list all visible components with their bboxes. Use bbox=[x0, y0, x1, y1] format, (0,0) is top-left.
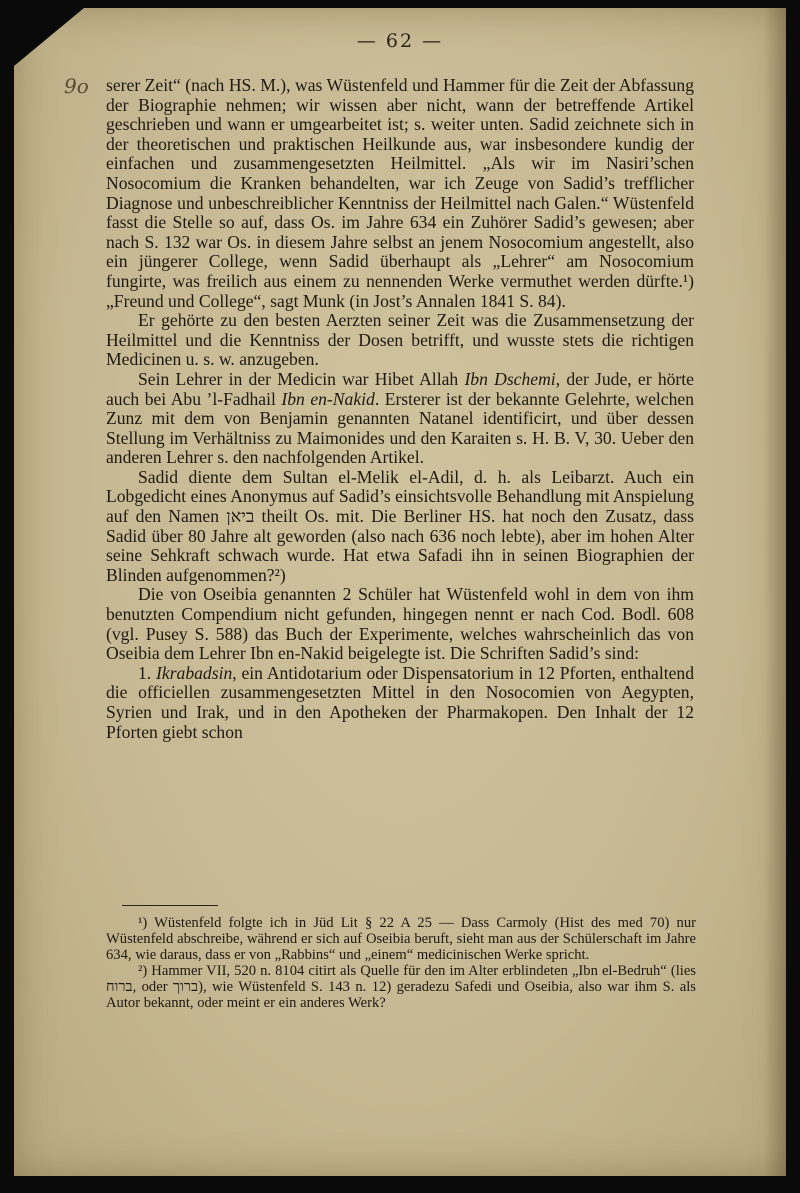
margin-handwritten-note: 9o bbox=[64, 74, 89, 98]
paragraph bbox=[106, 585, 694, 663]
paragraph bbox=[106, 311, 694, 370]
italic-name: Ibn Dschemi bbox=[464, 368, 556, 389]
text-run: 1. bbox=[138, 662, 157, 683]
italic-name: Ibn en-Nakid bbox=[281, 388, 375, 409]
paragraph bbox=[106, 76, 694, 311]
scanned-page bbox=[14, 8, 786, 1176]
text-run: Sadid diente dem Sultan el-Melik el-Adil, d. h. als Leibarzt. Auch ein Lobgedicht eines Anonymus auf Sadid’s einsichtsvolle Behandlung mit Anspielung auf den Namen ביאן theilt Os. mit. Die Berliner HS. hat noch den Zusatz, dass Sadid über 80 Jahre alt geworden (also nach 636 noch lebte), aber im hohen Alter seine Sehkraft schwach wurde. Hat etwa Safadi ihn in seinen Biographien der Blinden aufgenommen?²) bbox=[106, 466, 694, 585]
footnotes bbox=[106, 915, 696, 1011]
main-body-text bbox=[106, 76, 694, 742]
paragraph bbox=[106, 468, 694, 586]
text-run: Er gehörte zu den besten Aerzten seiner Zeit was die Zusammensetzung der Heilmittel und die Kenntniss der Dosen betrifft, und wusste stets die richtigen Medicinen u. s. w. anzugeben. bbox=[106, 310, 694, 370]
text-run: . Ersterer ist der bekannte Gelehrte, welchen Zunz mit dem von Benjamin genannten Natanel identificirt, und über dessen Stellung im Verhältniss zu Maimonides und den Karaiten s. H. B. V, 30. Ueber den anderen Lehrer s. den nachfolgenden Artikel. bbox=[106, 388, 694, 468]
paragraph bbox=[106, 664, 694, 742]
text-run: , der Jude, er hörte auch bei Abu ’l-Fadhail bbox=[106, 368, 694, 409]
footnote: ¹) Wüstenfeld folgte ich in Jüd Lit § 22 A 25 — Dass Carmoly (Hist des med 70) nur Wüstenfeld abschreibe, während er sich auf Oseibia beruft, sieht man aus der Schülerschaft im Jahre 634, wie daraus, dass er von „Rabbins“ und „einem“ medicinischen Werke spricht. bbox=[106, 915, 696, 963]
page-edge-shadow bbox=[764, 8, 786, 1176]
paragraph bbox=[106, 370, 694, 468]
text-run: , ein Antidotarium oder Dispensatorium in 12 Pforten, enthaltend die officiellen zusammengesetzten Mittel in den Nosocomien von Aegypten, Syrien und Irak, und in den Apotheken der Pharmakopen. Den Inhalt der 12 Pforten giebt schon bbox=[106, 662, 694, 742]
text-run: Sein Lehrer in der Medicin war Hibet Allah bbox=[138, 368, 465, 389]
italic-name: Ikrabadsin bbox=[156, 662, 233, 683]
text-run: Die von Oseibia genannten 2 Schüler hat Wüstenfeld wohl in dem von ihm benutzten Compendium nicht gefunden, hingegen nennt er nach Cod. Bodl. 608 (vgl. Pusey S. 588) das Buch der Experimente, welches wahrscheinlich das von Oseibia dem Lehrer Ibn en-Nakid beigelegte ist. Die Schriften Sadid’s sind: bbox=[106, 584, 694, 664]
page-number: — 62 — bbox=[356, 30, 444, 52]
footnote-separator bbox=[122, 905, 218, 906]
text-run: serer Zeit“ (nach HS. M.), was Wüstenfeld und Hammer für die Zeit der Abfassung der Biographie nehmen; wir wissen aber nicht, wann der betreffende Artikel geschrieben und wann er umgearbeitet ist; s. weiter unten. Sadid zeichnete sich in der theoretischen und praktischen Heilkunde aus, war insbesondere kundig der einfachen und zusammengesetzten Heilmittel. „Als wir im Nasiri’schen Nosocomium die Kranken behandelten, war ich Zeuge von Sadid’s trefflicher Diagnose und unbeschreiblicher Kenntniss der Heilmittel nach Galen.“ Wüstenfeld fasst die Stelle so auf, dass Os. im Jahre 634 ein Zuhörer Sadid’s gewesen; aber nach S. 132 war Os. in diesem Jahre selbst an jenem Nosocomium angestellt, also ein jüngerer College, wenn Sadid überhaupt als „Lehrer“ am Nosocomium fungirte, was freilich aus einem zu nennenden Werke vermuthet werden dürfte.¹) „Freund und College“, sagt Munk (in Jost’s Annalen 1841 S. 84). bbox=[106, 75, 694, 311]
footnote: ²) Hammer VII, 520 n. 8104 citirt als Quelle für den im Alter erblindeten „Ibn el-Bedruh“ (lies ברוח, oder ברוך), wie Wüstenfeld S. 143 n. 12) geradezu Safedi und Oseibia, also war ihm S. als Autor bekannt, oder meint er ein anderes Werk? bbox=[106, 963, 696, 1011]
